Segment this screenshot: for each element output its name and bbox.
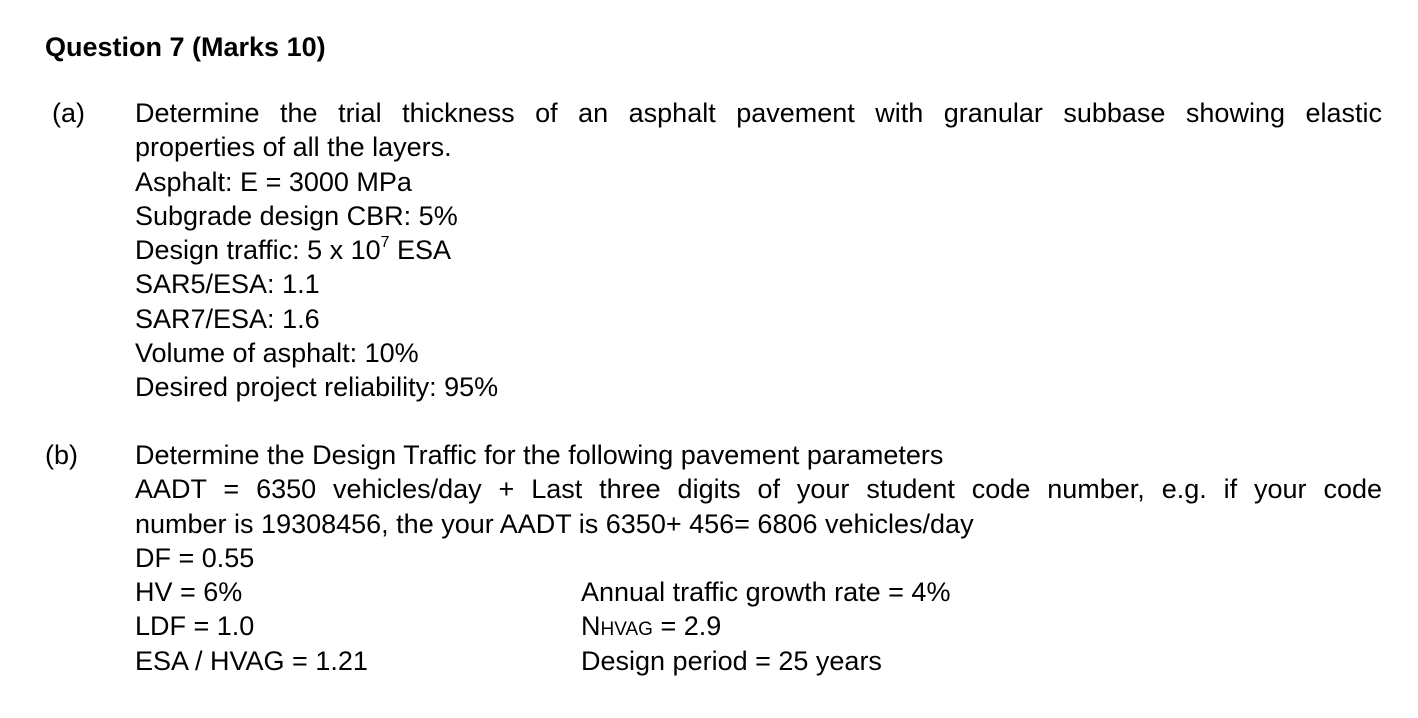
part-b-label: (b) [45,440,78,470]
row-ldf-nhvag [135,609,1382,643]
question-title: Question 7 (Marks 10) [45,32,326,62]
asphalt-modulus: Asphalt: E = 3000 MPa [135,166,412,197]
nhvag-value [581,609,721,647]
nhvag-subscript: HVAG [600,619,653,641]
row-esa-period [135,644,1382,678]
design-traffic-suffix: ESA [389,235,452,266]
project-reliability: Desired project reliability: 95% [135,372,499,403]
part-b-content [135,438,1382,678]
volume-of-asphalt: Volume of asphalt: 10% [135,338,419,369]
part-a-label: (a) [52,98,85,128]
part-b-intro: Determine the Design Traffic for the following pavement parameters [135,440,944,470]
part-a-intro-line-1: Determine the trial thickness of an asphalt pavement with granular subbase showing elastic [135,98,1382,128]
aadt-line-1: AADT = 6350 vehicles/day + Last three digits of your student code number, e.g. if your code [135,474,1382,505]
design-traffic [135,233,1382,267]
design-traffic-prefix: Design traffic: 5 x 10 [135,235,381,266]
part-a-intro-line-2: properties of all the layers. [135,132,452,163]
subgrade-cbr: Subgrade design CBR: 5% [135,200,458,231]
row-hv-growth [135,575,1382,609]
nhvag-n: N [581,611,601,642]
sar7-esa: SAR7/ESA: 1.6 [135,303,320,334]
aadt-line-2: number is 19308456, the your AADT is 6350+ 456= 6806 vehicles/day [135,508,974,539]
hv-value: HV = 6% [135,577,243,608]
part-a-content [135,96,1382,405]
sar5-esa: SAR5/ESA: 1.1 [135,269,320,300]
design-traffic-exponent: 7 [380,234,390,252]
growth-rate: Annual traffic growth rate = 4% [581,577,951,608]
ldf-value: LDF = 1.0 [135,611,255,642]
df-value: DF = 0.55 [135,542,255,573]
nhvag-number: = 2.9 [652,611,722,642]
design-period: Design period = 25 years [581,645,882,676]
esa-per-hvag: ESA / HVAG = 1.21 [135,645,368,676]
